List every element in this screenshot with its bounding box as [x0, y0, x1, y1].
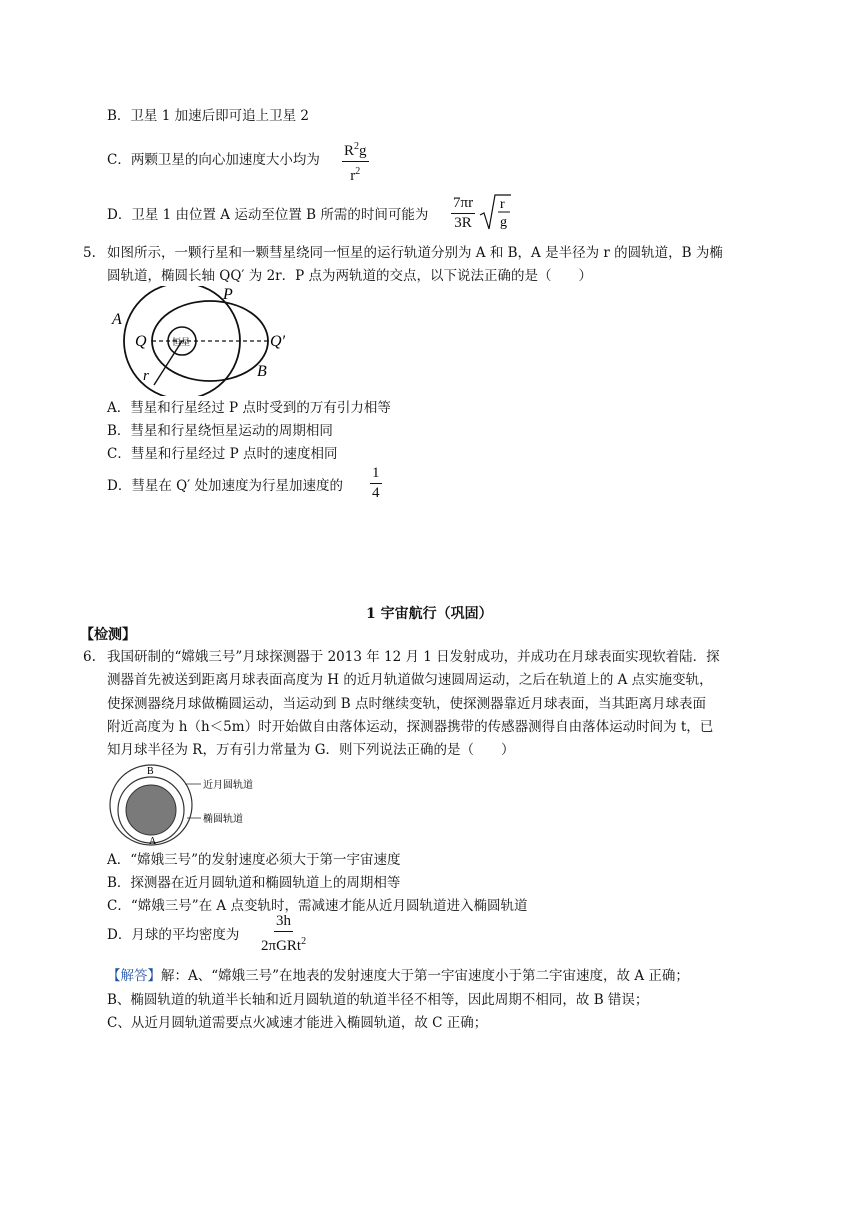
svg-text:r: r	[500, 197, 506, 212]
q4-option-d-formula: $\frac{7\pi r}{3R}$ r g	[451, 193, 512, 233]
q6-option-a: A．“嫦娥三号”的发射速度必须大于第一宇宙速度	[107, 852, 401, 868]
svg-text:g: g	[500, 215, 508, 230]
section-label: 【检测】	[80, 627, 136, 643]
sqrt-icon	[478, 193, 512, 233]
q4-option-c	[107, 150, 320, 170]
q6-answer-line3: C、从近月圆轨道需要点火减速才能进入椭圆轨道，故 C 正确；	[107, 1015, 488, 1031]
section-title: 1 宇宙航行（巩固）	[366, 606, 493, 622]
q6-number: 6.	[83, 649, 96, 665]
q5-option-c: C．彗星和行星经过 P 点时的速度相同	[107, 446, 338, 462]
q5-label-star: 恒星	[172, 337, 191, 347]
q6-stem-line2: 测器首先被送到距离月球表面高度为 H 的近月轨道做匀速圆周运动，之后在轨道上的 A 点实施变轨，	[107, 672, 713, 688]
q4-option-d-text: D．卫星 1 由位置 A 运动至位置 B 所需的时间可能为	[107, 207, 429, 223]
q5-option-d-text: D．彗星在 Q′ 处加速度为行星加速度的	[107, 478, 344, 494]
answer-text: 解：A、“嫦娥三号”在地表的发射速度大于第一宇宙速度小于第二宇宙速度，故 A 正确；	[161, 968, 689, 984]
q4-option-c-fraction: $\frac{R^2g}{r^2}$	[342, 138, 369, 185]
q6-orbit-figure	[105, 762, 270, 848]
q6-label-circle-orbit: 近月圆轨道	[203, 780, 253, 791]
answer-tag: 【解答】	[107, 968, 161, 984]
q6-label-a: A	[149, 836, 157, 847]
q4-option-d	[107, 205, 428, 225]
q5-label-q: Q	[135, 333, 147, 350]
q6-answer-line1	[107, 966, 689, 986]
q6-stem-line4: 附近高度为 h（h＜5m）时开始做自由落体运动，探测器携带的传感器测得自由落体运动时间为 t，已	[107, 719, 714, 735]
q5-stem-line1: 如图所示，一颗行星和一颗彗星绕同一恒星的运行轨道分别为 A 和 B，A 是半径为 r 的圆轨道，B 为椭	[107, 245, 723, 261]
q5-label-r: r	[143, 368, 149, 384]
q6-label-ellipse-orbit: 椭圆轨道	[203, 814, 243, 825]
q6-option-d-fraction: $\frac{3h}{2\pi GRt^2}$	[261, 913, 307, 954]
q5-option-b: B．彗星和行星绕恒星运动的周期相同	[107, 423, 333, 439]
q5-orbit-figure	[100, 286, 300, 396]
q4-option-b: B．卫星 1 加速后即可追上卫星 2	[107, 108, 309, 124]
q5-stem-line2: 圆轨道，椭圆长轴 QQ′ 为 2r．P 点为两轨道的交点，以下说法正确的是（ ）	[107, 268, 592, 284]
q5-number: 5.	[83, 245, 96, 261]
q6-option-b: B．探测器在近月圆轨道和椭圆轨道上的周期相等	[107, 875, 401, 891]
q5-label-qprime: Q′	[270, 333, 286, 350]
q4-option-c-text: C．两颗卫星的向心加速度大小均为	[107, 152, 320, 168]
q6-option-d	[107, 925, 239, 945]
q6-stem-line1: 我国研制的“嫦娥三号”月球探测器于 2013 年 12 月 1 日发射成功，并成功在月球表面实现软着陆．探	[107, 649, 720, 665]
q6-label-b: B	[147, 766, 154, 777]
q5-label-a: A	[112, 311, 122, 328]
q5-label-p: P	[223, 286, 233, 303]
q5-option-d-fraction: $\frac{1}{4}$	[372, 465, 380, 501]
q5-option-d	[107, 476, 343, 496]
q6-answer-line2: B、椭圆轨道的轨道半长轴和近月圆轨道的轨道半径不相等，因此周期不相同，故 B 错误；	[107, 992, 649, 1008]
q6-option-c: C．“嫦娥三号”在 A 点变轨时，需减速才能从近月圆轨道进入椭圆轨道	[107, 898, 528, 914]
q6-stem-line5: 知月球半径为 R，万有引力常量为 G．则下列说法正确的是（ ）	[107, 742, 515, 758]
q5-label-b: B	[257, 363, 267, 380]
q6-stem-line3: 使探测器绕月球做椭圆运动，当运动到 B 点时继续变轨，使探测器靠近月球表面，当其距离月球表面	[107, 696, 707, 712]
q5-option-a: A．彗星和行星经过 P 点时受到的万有引力相等	[107, 400, 391, 416]
q6-option-d-text: D．月球的平均密度为	[107, 927, 240, 943]
